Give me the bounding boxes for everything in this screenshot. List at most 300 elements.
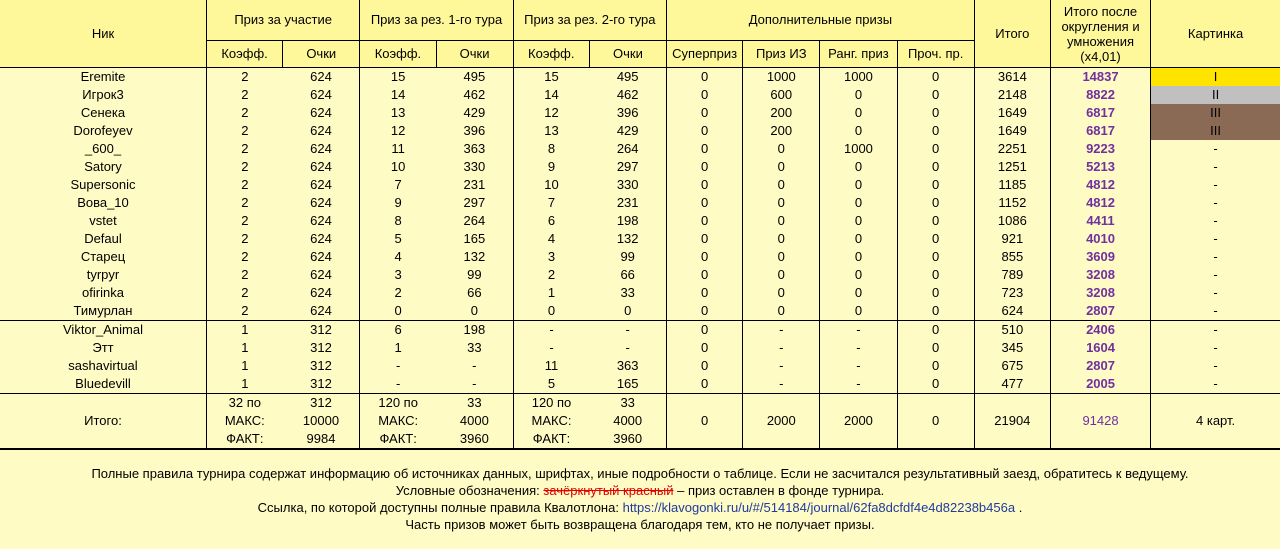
cell-total-rounded: 2807 — [1050, 302, 1150, 321]
cell-round1-coef: 8 — [394, 213, 402, 228]
cell-round2-coef: 0 — [547, 303, 556, 318]
cell-picture: II — [1151, 86, 1280, 104]
cell-prize-iz: 0 — [743, 176, 820, 194]
cell-total-rounded: 3208 — [1050, 266, 1150, 284]
table-row — [0, 357, 1280, 375]
cell-total: 789 — [974, 266, 1050, 284]
cell-nick: _600_ — [0, 140, 206, 158]
cell-nick: Eremite — [0, 68, 206, 87]
cell-rank-prize: - — [820, 339, 897, 357]
cell-superprize: 0 — [667, 86, 743, 104]
notes-prizes-line: Часть призов может быть возвращена благодаря тем, кто не получает призы. — [405, 517, 875, 532]
cell-total-rounded: 4411 — [1050, 212, 1150, 230]
cell-prize-iz: 0 — [743, 230, 820, 248]
totals-round1-max: 4000 — [436, 412, 513, 430]
cell-round2-coef: - — [549, 340, 554, 355]
cell-participation-coef: 2 — [241, 213, 249, 228]
cell-prize-iz: 0 — [743, 284, 820, 302]
cell-superprize: 0 — [667, 321, 743, 340]
totals-round1-points: 33 — [436, 394, 513, 413]
cell-round2-coef: 6 — [547, 213, 556, 228]
cell-rank-prize: 0 — [820, 122, 897, 140]
totals-label: Итого: — [0, 394, 206, 449]
cell-participation-points: 624 — [283, 104, 360, 122]
cell-round1-points: - — [436, 357, 513, 375]
table-row — [0, 321, 1280, 340]
cell-participation-points: 312 — [283, 375, 360, 394]
cell-total: 1251 — [974, 158, 1050, 176]
cell-round1-coef: 6 — [360, 321, 436, 340]
header-participation: Приз за участие — [206, 0, 359, 41]
link-prefix: Ссылка, по которой доступны полные правила Квалотлона: — [257, 500, 619, 515]
main-rows — [0, 68, 1280, 321]
cell-round2-coef: 10 — [544, 177, 559, 192]
cell-superprize: 0 — [667, 357, 743, 375]
cell-round1-coef: 10 — [390, 159, 406, 174]
cell-round1-coef: 1 — [394, 340, 402, 355]
cell-round1-points: 462 — [436, 86, 513, 104]
cell-participation-points: 312 — [283, 321, 360, 340]
cell-rank-prize: 0 — [820, 248, 897, 266]
cell-other-prize: 0 — [897, 212, 974, 230]
cell-round1-coef: 3 — [394, 267, 402, 282]
cell-superprize: 0 — [667, 194, 743, 212]
cell-total: 477 — [974, 375, 1050, 394]
cell-superprize: 0 — [667, 266, 743, 284]
totals-round2-max: 4000 — [589, 412, 666, 430]
cell-round2-points: 495 — [589, 68, 666, 87]
cell-round2-coef: 14 — [544, 87, 559, 102]
cell-total-rounded: 3609 — [1050, 248, 1150, 266]
cell-participation-coef: 1 — [241, 340, 249, 355]
cell-participation-coef: 2 — [241, 69, 249, 84]
cell-round2-points: 165 — [589, 375, 666, 394]
cell-prize-iz: - — [743, 321, 820, 340]
cell-total: 510 — [974, 321, 1050, 340]
table-row — [0, 212, 1280, 230]
cell-superprize: 0 — [667, 302, 743, 321]
cell-round1-points: 33 — [436, 339, 513, 357]
cell-round2-points: 264 — [589, 140, 666, 158]
cell-other-prize: 0 — [897, 266, 974, 284]
cell-round1-coef: 15 — [390, 69, 406, 84]
extra-rows — [0, 321, 1280, 394]
cell-nick: Сенека — [0, 104, 206, 122]
cell-total: 624 — [974, 302, 1050, 321]
totals-picture: 4 карт. — [1151, 394, 1280, 449]
cell-prize-iz: 0 — [743, 302, 820, 321]
cell-participation-coef: 1 — [241, 376, 249, 391]
cell-total-rounded: 3208 — [1050, 284, 1150, 302]
header-points: Очки — [436, 41, 513, 68]
cell-round1-points: 231 — [436, 176, 513, 194]
cell-rank-prize: 0 — [820, 266, 897, 284]
cell-picture: I — [1151, 68, 1280, 87]
cell-round2-coef: 7 — [547, 195, 556, 210]
totals-rank-prize: 2000 — [820, 394, 897, 449]
cell-participation-points: 624 — [283, 194, 360, 212]
cell-participation-points: 624 — [283, 212, 360, 230]
table-row — [0, 375, 1280, 394]
table-row — [0, 230, 1280, 248]
cell-nick: sashavirtual — [0, 357, 206, 375]
cell-prize-iz: 200 — [743, 122, 820, 140]
notes-rules-line: Полные правила турнира содержат информацию об источниках данных, шрифтах, иные подробности о таблице. Если не засчитался результативный заезд, обратитесь к ведущему. — [91, 466, 1189, 481]
cell-rank-prize: - — [820, 321, 897, 340]
cell-other-prize: 0 — [897, 176, 974, 194]
table-row — [0, 284, 1280, 302]
cell-round2-coef: 4 — [547, 231, 556, 246]
table-row — [0, 194, 1280, 212]
totals-participation-max: 10000 — [283, 412, 360, 430]
cell-round2-coef: 5 — [547, 376, 556, 391]
cell-other-prize: 0 — [897, 321, 974, 340]
cell-total: 2148 — [974, 86, 1050, 104]
cell-total: 345 — [974, 339, 1050, 357]
cell-rank-prize: 0 — [820, 230, 897, 248]
header-coef: Коэфф. — [513, 41, 589, 68]
totals-total-rounded: 91428 — [1050, 394, 1150, 449]
cell-prize-iz: 0 — [743, 158, 820, 176]
cell-rank-prize: - — [820, 357, 897, 375]
cell-rank-prize: 0 — [820, 302, 897, 321]
cell-other-prize: 0 — [897, 339, 974, 357]
notes-link-line — [0, 499, 1280, 516]
cell-participation-coef: 2 — [241, 105, 249, 120]
cell-round1-coef: 14 — [390, 87, 406, 102]
table-row — [0, 339, 1280, 357]
cell-round1-coef: 0 — [394, 303, 402, 318]
cell-total-rounded: 5213 — [1050, 158, 1150, 176]
cell-prize-iz: 0 — [743, 248, 820, 266]
header-points: Очки — [283, 41, 360, 68]
cell-round2-coef: 3 — [547, 249, 556, 264]
cell-superprize: 0 — [667, 158, 743, 176]
cell-nick: Игрок3 — [0, 86, 206, 104]
table-row — [0, 140, 1280, 158]
cell-nick: Bluedevill — [0, 375, 206, 394]
cell-nick: Dorofeyev — [0, 122, 206, 140]
cell-round2-coef: 9 — [547, 159, 556, 174]
cell-round2-points: 231 — [589, 194, 666, 212]
cell-participation-coef: 1 — [206, 321, 282, 340]
cell-prize-iz: 0 — [743, 140, 820, 158]
cell-participation-coef: 2 — [241, 177, 249, 192]
cell-other-prize: 0 — [897, 140, 974, 158]
cell-round1-points: 429 — [436, 104, 513, 122]
cell-other-prize: 0 — [897, 122, 974, 140]
totals-fact-label: ФАКТ: — [226, 431, 264, 446]
cell-participation-points: 312 — [283, 357, 360, 375]
cell-other-prize: 0 — [897, 86, 974, 104]
cell-participation-coef: 2 — [241, 231, 249, 246]
cell-participation-points: 312 — [283, 339, 360, 357]
cell-superprize: 0 — [667, 68, 743, 87]
legend-suffix: – приз оставлен в фонде турнира. — [677, 483, 885, 498]
cell-round2-coef: 12 — [544, 105, 559, 120]
cell-participation-points: 624 — [283, 86, 360, 104]
cell-rank-prize: 0 — [820, 212, 897, 230]
cell-total: 1649 — [974, 122, 1050, 140]
cell-picture: - — [1213, 267, 1218, 282]
cell-round2-points: 33 — [589, 284, 666, 302]
totals-total: 21904 — [974, 394, 1050, 449]
cell-other-prize: 0 — [897, 68, 974, 87]
cell-other-prize: 0 — [897, 230, 974, 248]
cell-total-rounded: 6817 — [1050, 104, 1150, 122]
cell-round2-coef: 13 — [544, 123, 559, 138]
cell-round1-points: 66 — [436, 284, 513, 302]
cell-rank-prize: 0 — [820, 158, 897, 176]
header-rank-prize: Ранг. приз — [820, 41, 897, 68]
cell-participation-points: 624 — [283, 248, 360, 266]
cell-round2-points: 0 — [589, 302, 666, 321]
header-round2: Приз за рез. 2-го тура — [513, 0, 666, 41]
cell-total-rounded: 4010 — [1050, 230, 1150, 248]
cell-total: 921 — [974, 230, 1050, 248]
cell-round2-coef: 11 — [544, 358, 559, 373]
cell-nick: Satory — [0, 158, 206, 176]
cell-participation-coef: 2 — [241, 141, 249, 156]
cell-participation-points: 624 — [283, 302, 360, 321]
cell-round2-points: 132 — [589, 230, 666, 248]
legend-struck-sample: зачёркнутый красный — [543, 483, 674, 498]
cell-rank-prize: 0 — [820, 86, 897, 104]
totals-fact-label: ФАКТ: — [532, 431, 571, 446]
table-row — [0, 122, 1280, 140]
cell-prize-iz: - — [743, 339, 820, 357]
cell-picture: - — [1151, 321, 1280, 340]
cell-round2-points: 297 — [589, 158, 666, 176]
cell-total: 1185 — [974, 176, 1050, 194]
cell-round1-coef: 9 — [394, 195, 402, 210]
cell-nick: tyrpyr — [0, 266, 206, 284]
table-row — [0, 176, 1280, 194]
cell-round1-coef: 4 — [394, 249, 402, 264]
cell-total-rounded: 4812 — [1050, 176, 1150, 194]
cell-round2-points: 462 — [589, 86, 666, 104]
cell-rank-prize: 0 — [820, 176, 897, 194]
cell-nick: Вова_10 — [0, 194, 206, 212]
header-total: Итого — [974, 0, 1050, 68]
totals-max-label: МАКС: — [224, 413, 265, 428]
cell-round1-coef: 2 — [394, 285, 402, 300]
totals-participation-fact: 9984 — [283, 430, 360, 448]
cell-round1-points: 198 — [436, 321, 513, 340]
cell-total-rounded: 9223 — [1050, 140, 1150, 158]
cell-participation-points: 624 — [283, 122, 360, 140]
header-picture: Картинка — [1151, 0, 1280, 68]
cell-rank-prize: 1000 — [820, 140, 897, 158]
cell-nick: Defaul — [0, 230, 206, 248]
cell-superprize: 0 — [667, 212, 743, 230]
cell-participation-coef: 2 — [241, 123, 249, 138]
totals-participation-coef: 32 по — [206, 394, 282, 413]
cell-round2-coef: 8 — [547, 141, 556, 156]
cell-picture: - — [1213, 177, 1218, 192]
cell-picture: - — [1213, 358, 1218, 373]
table-row — [0, 248, 1280, 266]
cell-round2-points: - — [589, 339, 666, 357]
cell-round1-points: 396 — [436, 122, 513, 140]
cell-round2-points: 198 — [589, 212, 666, 230]
cell-superprize: 0 — [667, 122, 743, 140]
cell-picture: - — [1213, 249, 1218, 264]
cell-round1-coef: 12 — [390, 123, 406, 138]
cell-picture: III — [1151, 104, 1280, 122]
cell-participation-points: 624 — [283, 176, 360, 194]
totals-round1-fact: 3960 — [436, 430, 513, 448]
cell-round2-points: 99 — [589, 248, 666, 266]
cell-other-prize: 0 — [897, 357, 974, 375]
cell-round1-points: 495 — [436, 68, 513, 87]
totals-superprize: 0 — [667, 394, 743, 449]
header-total-rounded — [1050, 0, 1150, 68]
cell-rank-prize: 0 — [820, 284, 897, 302]
cell-picture: - — [1213, 195, 1218, 210]
cell-participation-coef: 2 — [241, 249, 249, 264]
cell-total: 1086 — [974, 212, 1050, 230]
cell-prize-iz: 600 — [743, 86, 820, 104]
cell-prize-iz: 1000 — [743, 68, 820, 87]
cell-round1-points: 330 — [436, 158, 513, 176]
cell-total: 3614 — [974, 68, 1050, 87]
cell-prize-iz: 200 — [743, 104, 820, 122]
table-row — [0, 68, 1280, 87]
cell-participation-points: 624 — [283, 266, 360, 284]
cell-prize-iz: - — [743, 375, 820, 394]
cell-total: 1649 — [974, 104, 1050, 122]
cell-round1-coef: - — [395, 358, 401, 373]
cell-round2-points: 330 — [589, 176, 666, 194]
header-total-rounded-line: округления и — [1061, 18, 1140, 34]
header-round1: Приз за рез. 1-го тура — [360, 0, 513, 41]
cell-picture: III — [1151, 122, 1280, 140]
totals-fact-label: ФАКТ: — [379, 431, 417, 446]
cell-participation-coef: 2 — [241, 159, 249, 174]
header-superprize: Суперприз — [667, 41, 743, 68]
totals-round2-fact: 3960 — [589, 430, 666, 448]
cell-round1-points: 363 — [436, 140, 513, 158]
totals-prize-iz: 2000 — [743, 394, 820, 449]
notes-section — [0, 448, 1280, 533]
cell-round2-coef: 1 — [547, 285, 556, 300]
cell-round1-points: 99 — [436, 266, 513, 284]
totals-max-label: МАКС: — [531, 413, 572, 428]
cell-round1-coef: 5 — [394, 231, 402, 246]
cell-superprize: 0 — [667, 176, 743, 194]
cell-nick: vstet — [0, 212, 206, 230]
cell-other-prize: 0 — [897, 158, 974, 176]
cell-other-prize: 0 — [897, 104, 974, 122]
header-total-rounded-line: (x4,01) — [1080, 48, 1121, 64]
cell-picture: - — [1213, 213, 1218, 228]
cell-picture: - — [1213, 376, 1218, 391]
cell-picture: - — [1213, 141, 1218, 156]
table-row — [0, 158, 1280, 176]
header-total-rounded-line: умножения — [1067, 33, 1135, 49]
cell-nick: ofirinka — [0, 284, 206, 302]
cell-picture: - — [1213, 159, 1218, 174]
cell-total-rounded: 8822 — [1050, 86, 1150, 104]
cell-round1-coef: - — [395, 376, 401, 391]
table-row — [0, 302, 1280, 321]
cell-round1-coef: 13 — [390, 105, 406, 120]
link-suffix: . — [1018, 500, 1023, 515]
cell-participation-points: 624 — [283, 230, 360, 248]
cell-rank-prize: - — [820, 375, 897, 394]
cell-total-rounded: 2807 — [1050, 357, 1150, 375]
totals-participation-points: 312 — [283, 394, 360, 413]
cell-total: 855 — [974, 248, 1050, 266]
notes-legend-line — [0, 482, 1280, 499]
totals-round1-coef: 120 по — [360, 394, 436, 413]
table-row — [0, 104, 1280, 122]
cell-superprize: 0 — [667, 375, 743, 394]
header-coef: Коэфф. — [206, 41, 282, 68]
cell-nick: Viktor_Animal — [0, 321, 206, 340]
cell-nick: Старец — [0, 248, 206, 266]
cell-superprize: 0 — [667, 140, 743, 158]
cell-round1-points: 165 — [436, 230, 513, 248]
rules-link[interactable]: https://klavogonki.ru/u/#/514184/journal/62fa8dcfdf4e4d82238b456a — [622, 500, 1016, 515]
cell-total: 675 — [974, 357, 1050, 375]
totals-other: 0 — [897, 394, 974, 449]
header-coef: Коэфф. — [360, 41, 436, 68]
cell-superprize: 0 — [667, 284, 743, 302]
table-row — [0, 266, 1280, 284]
cell-rank-prize: 1000 — [820, 68, 897, 87]
header-points: Очки — [589, 41, 666, 68]
cell-total: 2251 — [974, 140, 1050, 158]
header-extra: Дополнительные призы — [667, 0, 975, 41]
cell-participation-points: 624 — [283, 140, 360, 158]
cell-round1-coef: 11 — [391, 141, 405, 156]
header-total-rounded-line: Итого после — [1063, 3, 1138, 19]
cell-nick: Этт — [0, 339, 206, 357]
cell-prize-iz: 0 — [743, 266, 820, 284]
cell-round2-coef: - — [513, 321, 589, 340]
cell-round2-coef: 2 — [547, 267, 556, 282]
cell-prize-iz: - — [743, 357, 820, 375]
cell-total-rounded: 4812 — [1050, 194, 1150, 212]
cell-total-rounded: 14837 — [1050, 68, 1150, 87]
cell-other-prize: 0 — [897, 302, 974, 321]
cell-other-prize: 0 — [897, 248, 974, 266]
cell-round2-points: 363 — [589, 357, 666, 375]
cell-participation-coef: 2 — [241, 87, 249, 102]
cell-participation-points: 624 — [283, 68, 360, 87]
cell-picture: - — [1213, 340, 1218, 355]
cell-other-prize: 0 — [897, 284, 974, 302]
cell-rank-prize: 0 — [820, 104, 897, 122]
cell-round1-points: 264 — [436, 212, 513, 230]
cell-round1-coef: 7 — [394, 177, 402, 192]
cell-round1-points: - — [436, 375, 513, 394]
cell-total-rounded: 6817 — [1050, 122, 1150, 140]
cell-participation-coef: 2 — [241, 303, 249, 318]
totals-round2-coef: 120 по — [513, 394, 589, 413]
cell-round2-points: 429 — [589, 122, 666, 140]
cell-superprize: 0 — [667, 230, 743, 248]
cell-round1-points: 132 — [436, 248, 513, 266]
cell-rank-prize: 0 — [820, 194, 897, 212]
header-prize-iz: Приз ИЗ — [743, 41, 820, 68]
cell-participation-points: 624 — [283, 284, 360, 302]
cell-superprize: 0 — [667, 104, 743, 122]
header-other-prize: Проч. пр. — [897, 41, 974, 68]
cell-round2-points: 396 — [589, 104, 666, 122]
